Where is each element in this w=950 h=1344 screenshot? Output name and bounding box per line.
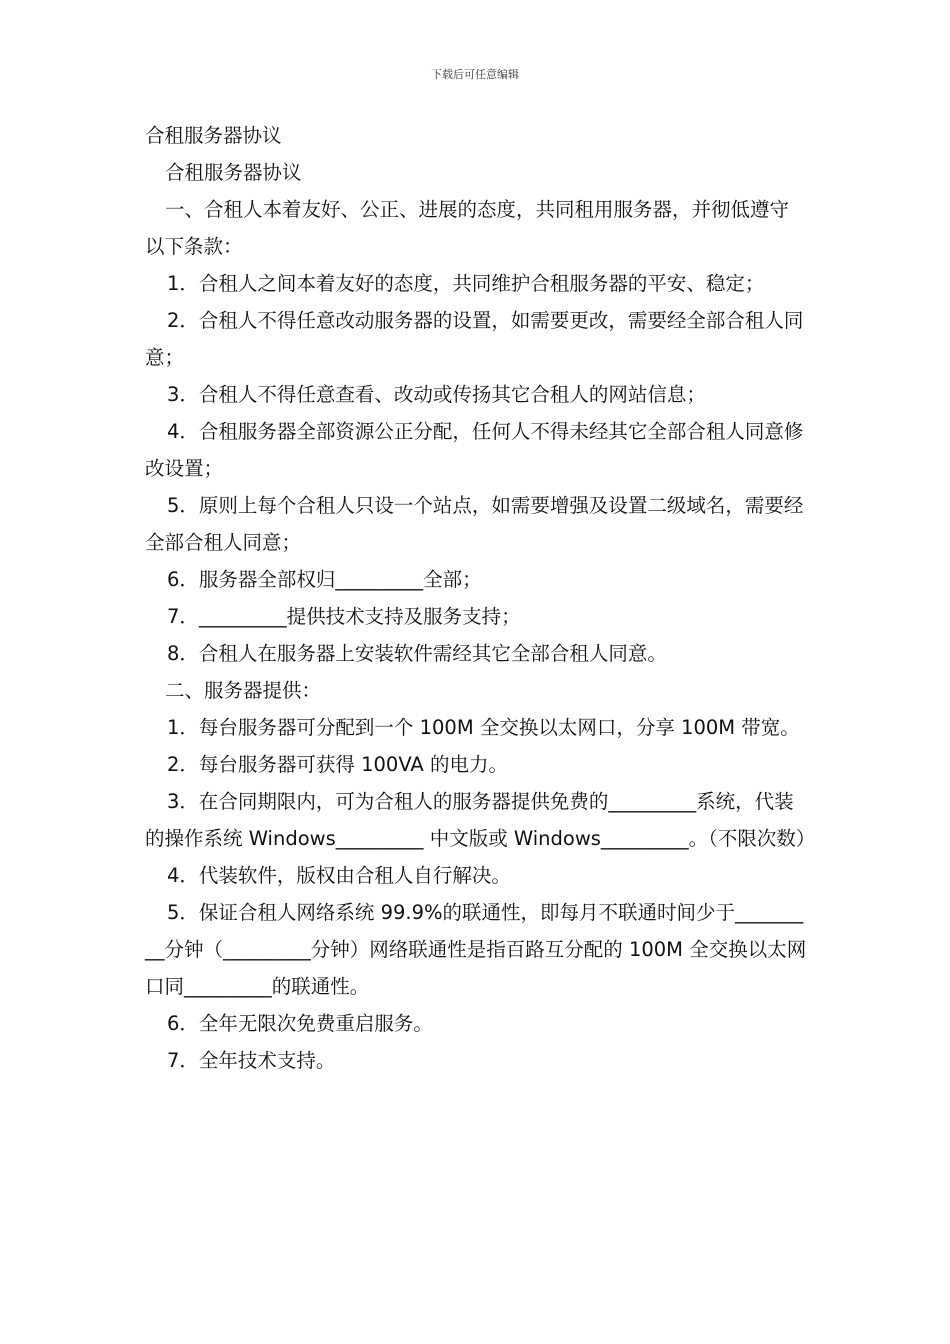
document-body <box>145 117 816 1079</box>
paragraph-section-2: 二、服务器提供： <box>165 679 322 702</box>
paragraph-clause-2-2: 2．每台服务器可获得 100VA 的电力。 <box>167 753 508 776</box>
paragraph-clause-2-7: 7．全年技术支持。 <box>167 1049 336 1072</box>
paragraph-clause-1-2: 2．合租人不得任意改动服务器的设置，如需要更改，需要经全部合租人同意； <box>145 309 804 369</box>
page-header-note: 下载后可任意编辑 <box>431 68 519 81</box>
paragraph-section-1: 一、合租人本着友好、公正、进展的态度，共同租用服务器，并彻低遵守以下条款： <box>145 198 790 258</box>
paragraph-clause-1-6: 6．服务器全部权归_________全部； <box>167 568 482 591</box>
paragraph-clause-2-6: 6．全年无限次免费重启服务。 <box>167 1012 433 1035</box>
paragraph-clause-1-4: 4．合租服务器全部资源公正分配，任何人不得未经其它全部合租人同意修改设置； <box>145 420 804 480</box>
paragraph-clause-2-1: 1．每台服务器可分配到一个 100M 全交换以太网口，分享 100M 带宽。 <box>167 716 800 739</box>
paragraph-clause-2-4: 4．代装软件，版权由合租人自行解决。 <box>167 864 511 887</box>
paragraph-clause-1-5: 5．原则上每个合租人只设一个站点，如需要增强及设置二级域名，需要经全部合租人同意； <box>145 494 804 554</box>
document-subtitle: 合租服务器协议 <box>165 161 302 184</box>
document-title: 合租服务器协议 <box>145 124 282 147</box>
paragraph-clause-1-8: 8．合租人在服务器上安装软件需经其它全部合租人同意。 <box>167 642 667 665</box>
paragraph-clause-1-3: 3．合租人不得任意查看、改动或传扬其它合租人的网站信息； <box>167 383 706 406</box>
paragraph-clause-2-5: 5．保证合租人网络系统 99.9%的联通性，即每月不联通时间少于_________分钟（_________分钟）网络联通性是指百路互分配的 100M 全交换以太网口同_________的联通性。 <box>145 901 807 998</box>
paragraph-clause-1-7: 7．_________提供技术支持及服务支持； <box>167 605 521 628</box>
paragraph-clause-1-1: 1．合租人之间本着友好的态度，共同维护合租服务器的平安、稳定； <box>167 272 765 295</box>
paragraph-clause-2-3: 3．在合同期限内，可为合租人的服务器提供免费的_________系统，代装的操作系统 Windows_________ 中文版或 Windows_________。（不限次数） <box>145 790 816 850</box>
